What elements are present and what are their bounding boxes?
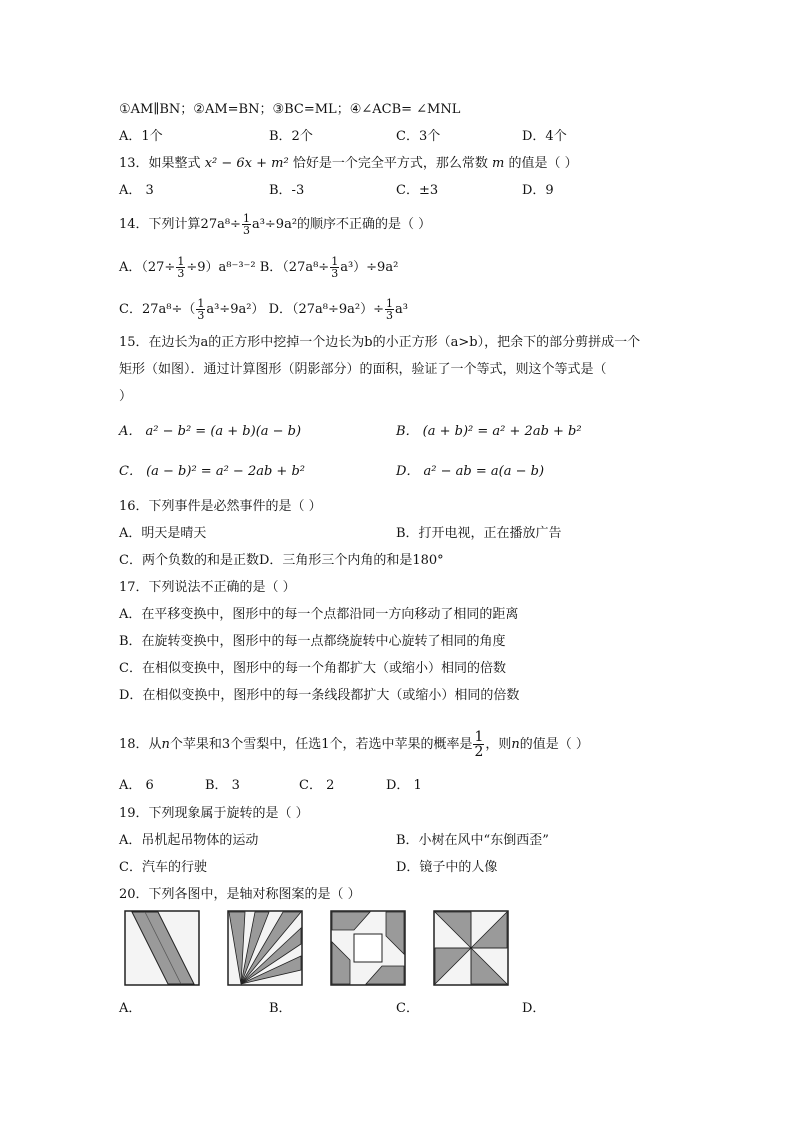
q17-option-b[interactable]: B．在旋转变换中，图形中的每一点都绕旋转中心旋转了相同的角度: [119, 634, 506, 649]
q14a-part1: A．（27÷: [119, 260, 176, 275]
frac-num: 1: [474, 729, 484, 745]
q13-mid: 恰好是一个完全平方式，那么常数: [292, 156, 488, 171]
q20-figure-b[interactable]: [227, 910, 303, 986]
q20-label-c: C．: [396, 1001, 419, 1016]
q19-stem: 19．下列现象属于旋转的是（ ）: [119, 806, 309, 821]
q15-stem-line2: 矩形（如图）．通过计算图形（阴影部分）的面积，验证了一个等式，则这个等式是（: [119, 362, 607, 377]
q20-label-a: A．: [119, 1001, 142, 1016]
q14-option-d[interactable]: [268, 297, 408, 322]
q14a-part2: ÷9）a⁸⁻³⁻²: [186, 260, 256, 275]
q18-option-b[interactable]: B． 3: [205, 778, 240, 793]
q16-option-b[interactable]: B．打开电视，正在播放广告: [396, 526, 562, 541]
frac-den: 3: [177, 267, 185, 280]
q18-end: 的值是（ ）: [519, 737, 589, 752]
fraction-one-third: [176, 256, 185, 279]
frac-num: 1: [197, 297, 205, 310]
q12-option-a[interactable]: A．1个: [119, 129, 163, 144]
frac-den: 3: [331, 267, 339, 280]
q14b-part1: B．（27a⁸÷: [259, 260, 330, 275]
q19-option-a[interactable]: A．吊机起吊物体的运动: [119, 833, 259, 848]
q13-stem: [119, 155, 578, 173]
q19-option-d[interactable]: D．镜子中的人像: [396, 860, 498, 875]
q14d-part1: D．（27a⁸÷9a²）÷: [268, 302, 385, 317]
frac-den: 2: [474, 744, 484, 760]
q17-option-d[interactable]: D．在相似变换中，图形中的每一条线段都扩大（或缩小）相同的倍数: [119, 688, 520, 703]
q18-stem: [119, 730, 589, 759]
q16-options-cd[interactable]: C．两个负数的和是正数D．三角形三个内角的和是180°: [119, 553, 444, 568]
q20-figure-c[interactable]: [330, 910, 406, 986]
q13-expression: x² − 6x + m²: [204, 156, 289, 171]
frac-den: 3: [242, 224, 250, 237]
q14-option-b[interactable]: [259, 255, 399, 280]
q13-option-a[interactable]: A． 3: [119, 183, 154, 198]
fraction-one-half: [473, 730, 484, 759]
q15-option-b[interactable]: B． (a + b)² = a² + 2ab + b²: [396, 424, 582, 439]
fraction-one-third: [330, 256, 339, 279]
q13-option-b[interactable]: B．-3: [269, 183, 305, 198]
q18-prefix: 18．从: [119, 737, 162, 752]
fraction-one-third: [242, 213, 251, 236]
q12-option-c[interactable]: C．3个: [396, 129, 441, 144]
q14-options-cd: [119, 298, 408, 321]
q17-option-a[interactable]: A．在平移变换中，图形中的每一个点都沿同一方向移动了相同的距离: [119, 607, 519, 622]
q19-option-b[interactable]: B．小树在风中“东倒西歪”: [396, 833, 549, 848]
q20-stem: 20．下列各图中，是轴对称图案的是（ ）: [119, 887, 361, 902]
q18-variable: n: [161, 737, 170, 752]
frac-num: 1: [386, 297, 394, 310]
q16-stem: 16．下列事件是必然事件的是（ ）: [119, 499, 322, 514]
q18-variable: n: [511, 737, 520, 752]
q15-stem-line1: 15．在边长为a的正方形中挖掉一个边长为b的小正方形（a>b），把余下的部分剪拼成一个: [119, 335, 641, 350]
q14b-part2: a³）÷9a²: [340, 260, 399, 275]
q13-end: 的值是（ ）: [508, 156, 578, 171]
frac-den: 3: [197, 309, 205, 322]
q14d-part2: a³: [395, 302, 408, 317]
q14-option-a[interactable]: [119, 255, 256, 280]
q13-prefix: 13．如果整式: [119, 156, 201, 171]
q17-option-c[interactable]: C．在相似变换中，图形中的每一个角都扩大（或缩小）相同的倍数: [119, 661, 506, 676]
q18-option-a[interactable]: A． 6: [119, 778, 154, 793]
q18-post: ，则: [485, 737, 512, 752]
q13-option-d[interactable]: D．9: [522, 183, 554, 198]
q12-option-b[interactable]: B．2个: [269, 129, 313, 144]
q18-option-c[interactable]: C． 2: [299, 778, 335, 793]
fraction-one-third: [196, 298, 205, 321]
q12-option-d[interactable]: D．4个: [522, 129, 567, 144]
q14-options-ab: [119, 256, 398, 279]
q15-option-a[interactable]: A． a² − b² = (a + b)(a − b): [119, 424, 302, 439]
q15-option-c[interactable]: C． (a − b)² = a² − 2ab + b²: [119, 464, 305, 479]
q14-prefix: 14．下列计算27a⁸÷: [119, 217, 241, 232]
q13-variable: m: [491, 156, 505, 171]
q14c-part1: C．27a⁸÷（: [119, 302, 196, 317]
q16-option-a[interactable]: A．明天是晴天: [119, 526, 207, 541]
frac-num: 1: [331, 255, 339, 268]
q19-option-c[interactable]: C．汽车的行驶: [119, 860, 207, 875]
q20-figure-d[interactable]: [433, 910, 509, 986]
q14c-part2: a³÷9a²）: [206, 302, 265, 317]
q18-option-d[interactable]: D． 1: [386, 778, 422, 793]
fraction-one-third: [385, 298, 394, 321]
frac-den: 3: [386, 309, 394, 322]
q20-label-d: D．: [522, 1001, 546, 1016]
frac-num: 1: [242, 212, 250, 225]
line-conditions: ①AM∥BN；②AM=BN；③BC=ML；④∠ACB= ∠MNL: [119, 102, 461, 117]
q17-stem: 17．下列说法不正确的是（ ）: [119, 580, 296, 595]
q15-stem-line3: ）: [119, 389, 133, 404]
q14-option-c[interactable]: [119, 297, 265, 322]
q13-option-c[interactable]: C．±3: [396, 183, 439, 198]
q20-figure-a[interactable]: [124, 910, 200, 986]
q15-option-d[interactable]: D． a² − ab = a(a − b): [396, 464, 545, 479]
q14-suffix: a³÷9a²的顺序不正确的是（ ）: [251, 217, 432, 232]
q14-stem: [119, 213, 431, 236]
q18-mid: 个苹果和3个雪梨中，任选1个，若选中苹果的概率是: [169, 737, 473, 752]
q20-label-b: B．: [269, 1001, 292, 1016]
frac-num: 1: [177, 255, 185, 268]
